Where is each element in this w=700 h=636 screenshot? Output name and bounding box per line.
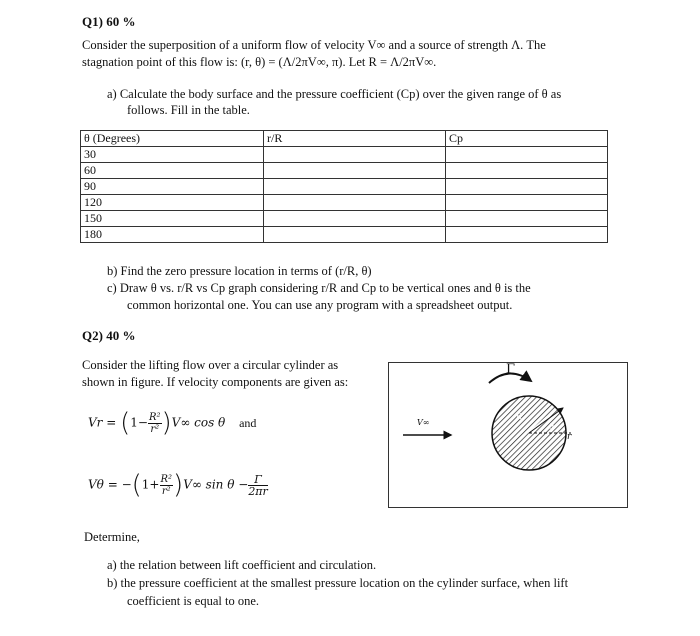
q2-part-b-line1: b) the pressure coefficient at the smallest pressure location on the cylinder surface, when lift [107,576,569,590]
q2-intro-line1: Consider the lifting flow over a circular cylinder as [82,358,339,372]
theta-label: θ [549,422,554,431]
table-cell-theta: 150 [81,211,264,227]
table-cell-empty [446,179,608,195]
q1-part-c-line2: common horizontal one. You can use any program with a spreadsheet output. [127,298,513,312]
equation-vr [88,408,256,438]
q1-table [80,130,608,243]
table-cell-empty [446,195,608,211]
table-cell-empty [264,147,446,163]
eq1-lhs: Vr = [88,415,121,430]
eq2-gnum: Γ [248,474,268,486]
eq2-rhs: V∞ sin θ − [183,477,249,492]
left-paren-icon: ( [120,408,131,438]
table-row [81,227,608,243]
cylinder-diagram [389,363,627,507]
eq2-gden: 2πr [248,484,268,498]
eq1-rhs: V∞ cos θ [171,415,226,430]
eq2-lhs: Vθ = − [88,477,132,492]
table-cell-theta: 30 [81,147,264,163]
table-row [81,163,608,179]
equation-vtheta [88,470,268,500]
right-paren-icon: ) [161,408,172,438]
table-cell-theta: 120 [81,195,264,211]
table-cell-empty [264,163,446,179]
right-paren-icon: ) [173,470,184,500]
table-cell-empty [264,211,446,227]
eq2-one: 1+ [141,477,160,492]
table-cell-empty [264,195,446,211]
table-header-cp: Cp [446,131,608,147]
q1-intro-line2: stagnation point of this flow is: (r, θ) = (Λ/2πV∞, π). Let R = Λ/2πV∞. [82,55,437,69]
vinf-label: V∞ [417,418,430,427]
eq2-gamma-fraction [248,474,268,497]
q1-part-a-line1: a) Calculate the body surface and the pressure coefficient (Cp) over the given range of θ as [107,87,562,101]
table-header-theta: θ (Degrees) [81,131,264,147]
table-cell-theta: 180 [81,227,264,243]
table-row [81,147,608,163]
table-cell-empty [264,227,446,243]
cylinder-figure [388,362,628,508]
eq1-and: and [239,415,257,430]
q2-part-b-line2: coefficient is equal to one. [127,594,260,608]
q1-intro-line1: Consider the superposition of a uniform flow of velocity V∞ and a source of strength Λ. The [82,38,546,52]
table-row [81,195,608,211]
q2-determine: Determine, [84,530,140,544]
table-cell-empty [446,147,608,163]
table-row [81,179,608,195]
q1-part-a-line2: follows. Fill in the table. [127,103,250,117]
q1-heading: Q1) 60 % [82,14,136,29]
eq2-den: r² [161,485,171,497]
R-label: R [516,412,523,421]
table-cell-empty [264,179,446,195]
eq2-num: R² [160,473,173,485]
table-header-r-over-R: r/R [264,131,446,147]
gamma-label: Γ [506,363,516,377]
eq2-fraction [160,474,174,497]
q1-part-c-line1: c) Draw θ vs. r/R vs Cp graph considering r/R and Cp to be vertical ones and θ is the [107,281,531,295]
table-header-row [81,131,608,147]
eq1-num: R² [148,411,161,423]
eq1-one: 1− [130,415,148,430]
table-cell-theta: 60 [81,163,264,179]
r-label: r [567,432,572,442]
table-row [81,211,608,227]
q2-intro-line2: shown in figure. If velocity components are given as: [82,375,349,389]
table-cell-empty [446,163,608,179]
table-cell-empty [446,211,608,227]
q2-heading: Q2) 40 % [82,328,136,343]
eq1-den: r² [150,423,160,435]
left-paren-icon: ( [131,470,142,500]
table-cell-theta: 90 [81,179,264,195]
table-cell-empty [446,227,608,243]
q1-part-b: b) Find the zero pressure location in terms of (r/R, θ) [107,264,372,278]
q2-part-a: a) the relation between lift coefficient and circulation. [107,558,377,572]
eq1-fraction [148,412,162,435]
